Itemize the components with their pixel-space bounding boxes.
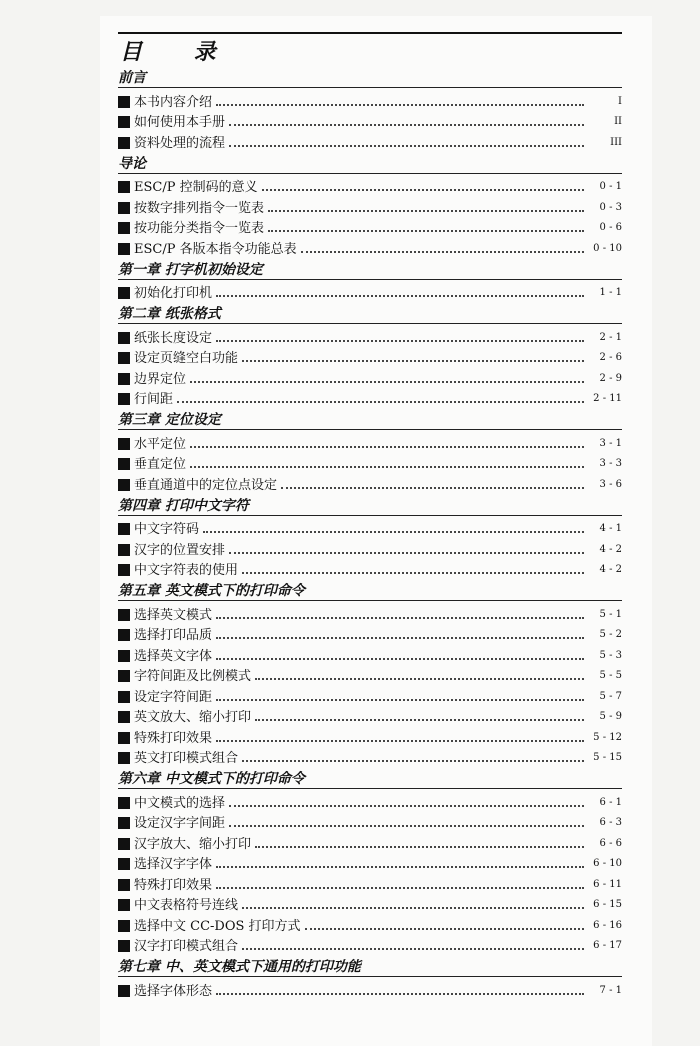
entry-page-number: 5 - 5 (599, 670, 622, 681)
dot-leader (268, 230, 584, 232)
toc-entry[interactable] (118, 388, 622, 409)
entry-page-number: 0 - 1 (599, 181, 622, 192)
dot-leader (216, 340, 584, 342)
square-bullet-icon (118, 544, 130, 556)
square-bullet-icon (118, 797, 130, 809)
section-title: 第二章 纸张格式 (118, 305, 622, 324)
entry-page-number: 6 - 17 (593, 940, 622, 951)
section-title: 第六章 中文模式下的打印命令 (118, 770, 622, 789)
square-bullet-icon (118, 670, 130, 682)
entry-page-number: 6 - 10 (593, 858, 622, 869)
entry-label: 设定汉字字间距 (134, 816, 226, 831)
entry-page-number: 4 - 1 (599, 523, 622, 534)
toc-entry[interactable] (118, 665, 622, 686)
dot-leader (229, 145, 584, 147)
entry-label: 选择字体形态 (134, 983, 213, 999)
toc-entry[interactable] (118, 706, 622, 727)
dot-leader (242, 907, 584, 909)
square-bullet-icon (118, 564, 130, 576)
toc-entry[interactable] (118, 726, 622, 747)
toc-entry[interactable] (118, 873, 622, 894)
dot-leader (242, 760, 584, 762)
toc-section (118, 411, 622, 494)
entry-label: 选择英文字体 (134, 648, 213, 664)
entry-label: ESC/P 各版本指令功能总表 (134, 241, 297, 257)
section-title: 第三章 定位设定 (118, 411, 622, 430)
toc-entry[interactable] (118, 518, 622, 539)
toc-entry[interactable] (118, 217, 622, 238)
entry-page-number: 5 - 3 (599, 649, 622, 661)
dot-leader (216, 658, 584, 660)
toc-section (118, 958, 622, 1000)
toc-section (118, 582, 622, 767)
toc-entry[interactable] (118, 176, 622, 197)
entry-label: 英文打印模式组合 (134, 751, 239, 766)
dot-leader (216, 887, 584, 889)
entry-page-number: 6 - 6 (599, 837, 622, 849)
toc-entry[interactable] (118, 453, 622, 474)
entry-label: 特殊打印效果 (134, 877, 213, 893)
entry-page-number: 5 - 12 (593, 731, 622, 743)
entry-page-number: 0 - 6 (599, 222, 622, 233)
square-bullet-icon (118, 137, 130, 149)
square-bullet-icon (118, 243, 130, 255)
section-title: 导论 (118, 155, 622, 174)
entry-label: 边界定位 (134, 371, 187, 387)
entry-page-number: 2 - 1 (599, 331, 622, 343)
toc-entry[interactable] (118, 747, 622, 768)
dot-leader (229, 124, 584, 126)
toc-entry[interactable] (118, 812, 622, 833)
entry-label: 纸张长度设定 (134, 330, 213, 346)
toc-entry[interactable] (118, 685, 622, 706)
toc-section (118, 770, 622, 955)
dot-leader (216, 617, 584, 619)
square-bullet-icon (118, 985, 130, 997)
entry-page-number: 6 - 11 (593, 878, 622, 890)
dot-leader (255, 678, 584, 680)
section-title: 前言 (118, 69, 622, 88)
entry-page-number: 0 - 10 (593, 242, 622, 254)
dot-leader (190, 381, 584, 383)
square-bullet-icon (118, 858, 130, 870)
toc-entry[interactable] (118, 538, 622, 559)
square-bullet-icon (118, 940, 130, 952)
entry-label: 选择英文模式 (134, 607, 213, 623)
entry-label: 中文模式的选择 (134, 795, 226, 811)
square-bullet-icon (118, 817, 130, 829)
square-bullet-icon (118, 438, 130, 450)
table-of-contents (118, 32, 622, 1003)
entry-label: 按功能分类指令一览表 (134, 221, 265, 236)
dot-leader (216, 104, 584, 106)
dot-leader (255, 719, 584, 721)
square-bullet-icon (118, 352, 130, 364)
dot-leader (268, 210, 584, 212)
entry-page-number: 2 - 6 (599, 352, 622, 363)
entry-label: 设定页缝空白功能 (134, 351, 239, 366)
dot-leader (242, 360, 584, 362)
toc-entry[interactable] (118, 791, 622, 812)
square-bullet-icon (118, 838, 130, 850)
entry-label: 特殊打印效果 (134, 730, 213, 746)
entry-label: 汉字打印模式组合 (134, 939, 239, 954)
toc-section (118, 261, 622, 303)
entry-page-number: 3 - 3 (599, 458, 622, 469)
square-bullet-icon (118, 732, 130, 744)
square-bullet-icon (118, 752, 130, 764)
square-bullet-icon (118, 609, 130, 621)
square-bullet-icon (118, 116, 130, 128)
dot-leader (301, 251, 584, 253)
page-title: 目 录 (120, 39, 238, 65)
toc-entry[interactable] (118, 131, 622, 152)
section-title: 第四章 打印中文字符 (118, 497, 622, 516)
entry-label: 水平定位 (134, 436, 187, 452)
entry-label: 本书内容介绍 (134, 94, 213, 110)
entry-page-number: 5 - 7 (599, 690, 622, 702)
square-bullet-icon (118, 181, 130, 193)
dot-leader (242, 572, 584, 574)
entry-label: 英文放大、缩小打印 (134, 710, 252, 725)
toc-entry[interactable] (118, 367, 622, 388)
toc-entry[interactable] (118, 832, 622, 853)
square-bullet-icon (118, 879, 130, 891)
toc-entry[interactable] (118, 432, 622, 453)
entry-page-number: 0 - 3 (599, 201, 622, 213)
entry-label: 资料处理的流程 (134, 135, 226, 151)
section-title: 第一章 打字机初始设定 (118, 261, 622, 280)
toc-entry[interactable] (118, 326, 622, 347)
entry-label: 选择打印品质 (134, 628, 213, 643)
entry-label: 字符间距及比例模式 (134, 669, 252, 684)
dot-leader (216, 637, 584, 639)
square-bullet-icon (118, 393, 130, 405)
square-bullet-icon (118, 691, 130, 703)
toc-section (118, 69, 622, 152)
square-bullet-icon (118, 899, 130, 911)
entry-label: ESC/P 控制码的意义 (134, 180, 258, 195)
square-bullet-icon (118, 458, 130, 470)
dot-leader (229, 825, 584, 827)
square-bullet-icon (118, 920, 130, 932)
dot-leader (177, 401, 584, 403)
entry-page-number: 5 - 9 (599, 711, 622, 722)
entry-page-number: 4 - 2 (599, 564, 622, 575)
dot-leader (255, 846, 584, 848)
dot-leader (305, 928, 584, 930)
entry-page-number: 5 - 1 (599, 608, 622, 620)
entry-page-number: 3 - 1 (599, 437, 622, 449)
toc-entry[interactable] (118, 979, 622, 1000)
dot-leader (216, 295, 584, 297)
dot-leader (281, 487, 584, 489)
entry-page-number: 2 - 11 (593, 393, 622, 404)
entry-label: 选择中文 CC-DOS 打印方式 (134, 918, 301, 934)
square-bullet-icon (118, 373, 130, 385)
toc-section (118, 155, 622, 258)
toc-entry[interactable] (118, 473, 622, 494)
document-page (100, 16, 652, 1046)
toc-section (118, 497, 622, 580)
toc-entry[interactable] (118, 90, 622, 111)
entry-page-number: 6 - 15 (593, 899, 622, 910)
square-bullet-icon (118, 222, 130, 234)
toc-section (118, 305, 622, 408)
toc-entry[interactable] (118, 894, 622, 915)
dot-leader (203, 531, 584, 533)
entry-label: 垂直定位 (134, 457, 187, 472)
entry-page-number: 5 - 2 (599, 629, 622, 640)
entry-page-number: III (610, 136, 622, 148)
dot-leader (229, 552, 584, 554)
entry-label: 设定字符间距 (134, 689, 213, 705)
toc-entry[interactable] (118, 111, 622, 132)
entry-label: 汉字的位置安排 (134, 542, 226, 558)
toc-sections (118, 69, 622, 1000)
entry-page-number: 3 - 6 (599, 478, 622, 490)
entry-page-number: 6 - 16 (593, 919, 622, 931)
square-bullet-icon (118, 96, 130, 108)
dot-leader (216, 993, 584, 995)
entry-page-number: 2 - 9 (599, 372, 622, 384)
square-bullet-icon (118, 523, 130, 535)
entry-label: 初始化打印机 (134, 286, 213, 301)
dot-leader (216, 699, 584, 701)
square-bullet-icon (118, 287, 130, 299)
entry-label: 行间距 (134, 392, 174, 407)
dot-leader (190, 466, 584, 468)
toc-entry[interactable] (118, 196, 622, 217)
entry-label: 选择汉字字体 (134, 857, 213, 872)
toc-entry[interactable] (118, 237, 622, 258)
dot-leader (190, 446, 584, 448)
toc-entry[interactable] (118, 914, 622, 935)
dot-leader (216, 740, 584, 742)
dot-leader (242, 948, 584, 950)
entry-label: 汉字放大、缩小打印 (134, 836, 252, 852)
section-title: 第五章 英文模式下的打印命令 (118, 582, 622, 601)
entry-page-number: 4 - 2 (599, 543, 622, 555)
entry-page-number: 6 - 1 (599, 796, 622, 808)
square-bullet-icon (118, 332, 130, 344)
square-bullet-icon (118, 202, 130, 214)
entry-page-number: 5 - 15 (593, 752, 622, 763)
entry-page-number: 1 - 1 (599, 287, 622, 298)
dot-leader (262, 189, 584, 191)
toc-entry[interactable] (118, 559, 622, 580)
entry-label: 中文表格符号连线 (134, 898, 239, 913)
toc-entry[interactable] (118, 644, 622, 665)
entry-page-number: 6 - 3 (599, 817, 622, 828)
toc-entry[interactable] (118, 603, 622, 624)
entry-label: 垂直通道中的定位点设定 (134, 477, 278, 493)
top-rule (118, 32, 622, 34)
toc-entry[interactable] (118, 935, 622, 956)
toc-entry[interactable] (118, 624, 622, 645)
entry-label: 中文字符码 (134, 522, 200, 537)
square-bullet-icon (118, 711, 130, 723)
entry-page-number: II (614, 116, 622, 127)
square-bullet-icon (118, 650, 130, 662)
toc-entry[interactable] (118, 853, 622, 874)
toc-entry[interactable] (118, 347, 622, 368)
entry-label: 按数字排列指令一览表 (134, 200, 265, 216)
dot-leader (216, 866, 584, 868)
entry-label: 中文字符表的使用 (134, 563, 239, 578)
square-bullet-icon (118, 479, 130, 491)
section-title: 第七章 中、英文模式下通用的打印功能 (118, 958, 622, 977)
square-bullet-icon (118, 629, 130, 641)
entry-page-number: I (618, 95, 622, 107)
entry-label: 如何使用本手册 (134, 115, 226, 130)
toc-entry[interactable] (118, 282, 622, 303)
dot-leader (229, 805, 584, 807)
entry-page-number: 7 - 1 (599, 984, 622, 996)
